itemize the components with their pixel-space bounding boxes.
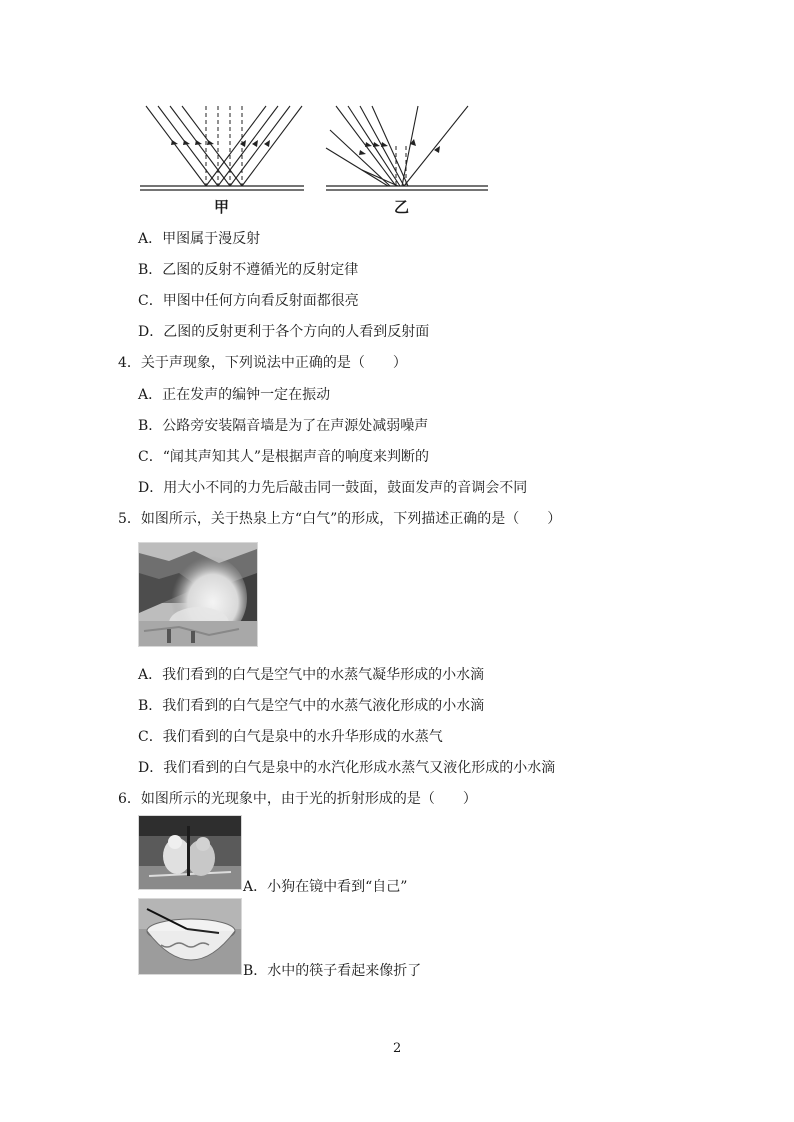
q6-stem: 6．如图所示的光现象中，由于光的折射形成的是（ ） bbox=[118, 791, 477, 807]
q4-option-b[interactable]: B．公路旁安装隔音墙是为了在声源处减弱噪声 bbox=[138, 418, 429, 434]
q4-stem: 4．关于声现象，下列说法中正确的是（ ） bbox=[118, 355, 407, 371]
page-number: 2 bbox=[393, 1041, 402, 1056]
hot-spring-photo bbox=[138, 542, 258, 647]
reflection-diagram-right bbox=[322, 100, 492, 195]
q5-option-a[interactable]: A．我们看到的白气是空气中的水蒸气凝华形成的小水滴 bbox=[138, 667, 485, 683]
q3-option-a[interactable]: A．甲图属于漫反射 bbox=[138, 231, 261, 247]
q5-option-b[interactable]: B．我们看到的白气是空气中的水蒸气液化形成的小水滴 bbox=[138, 698, 485, 714]
diagram-label-right: 乙 bbox=[394, 198, 410, 216]
q3-option-b[interactable]: B．乙图的反射不遵循光的反射定律 bbox=[138, 262, 359, 278]
dog-mirror-photo bbox=[138, 815, 242, 890]
q4-option-a[interactable]: A．正在发声的编钟一定在振动 bbox=[138, 387, 331, 403]
q3-option-d[interactable]: D．乙图的反射更利于各个方向的人看到反射面 bbox=[138, 324, 430, 340]
chopsticks-bowl-photo bbox=[138, 898, 242, 975]
q6-option-a[interactable]: A．小狗在镜中看到“自己” bbox=[243, 879, 408, 895]
q6-option-b[interactable]: B．水中的筷子看起来像折了 bbox=[243, 963, 422, 979]
q4-option-c[interactable]: C．“闻其声知其人”是根据声音的响度来判断的 bbox=[138, 449, 430, 465]
q3-option-c[interactable]: C．甲图中任何方向看反射面都很亮 bbox=[138, 293, 359, 309]
q4-option-d[interactable]: D．用大小不同的力先后敲击同一鼓面，鼓面发声的音调会不同 bbox=[138, 480, 528, 496]
diagram-label-left: 甲 bbox=[214, 198, 230, 216]
q5-stem: 5．如图所示，关于热泉上方“白气”的形成，下列描述正确的是（ ） bbox=[118, 511, 562, 527]
reflection-diagram-left bbox=[138, 100, 308, 195]
q5-option-d[interactable]: D．我们看到的白气是泉中的水汽化形成水蒸气又液化形成的小水滴 bbox=[138, 760, 556, 776]
q5-option-c[interactable]: C．我们看到的白气是泉中的水升华形成的水蒸气 bbox=[138, 729, 443, 745]
